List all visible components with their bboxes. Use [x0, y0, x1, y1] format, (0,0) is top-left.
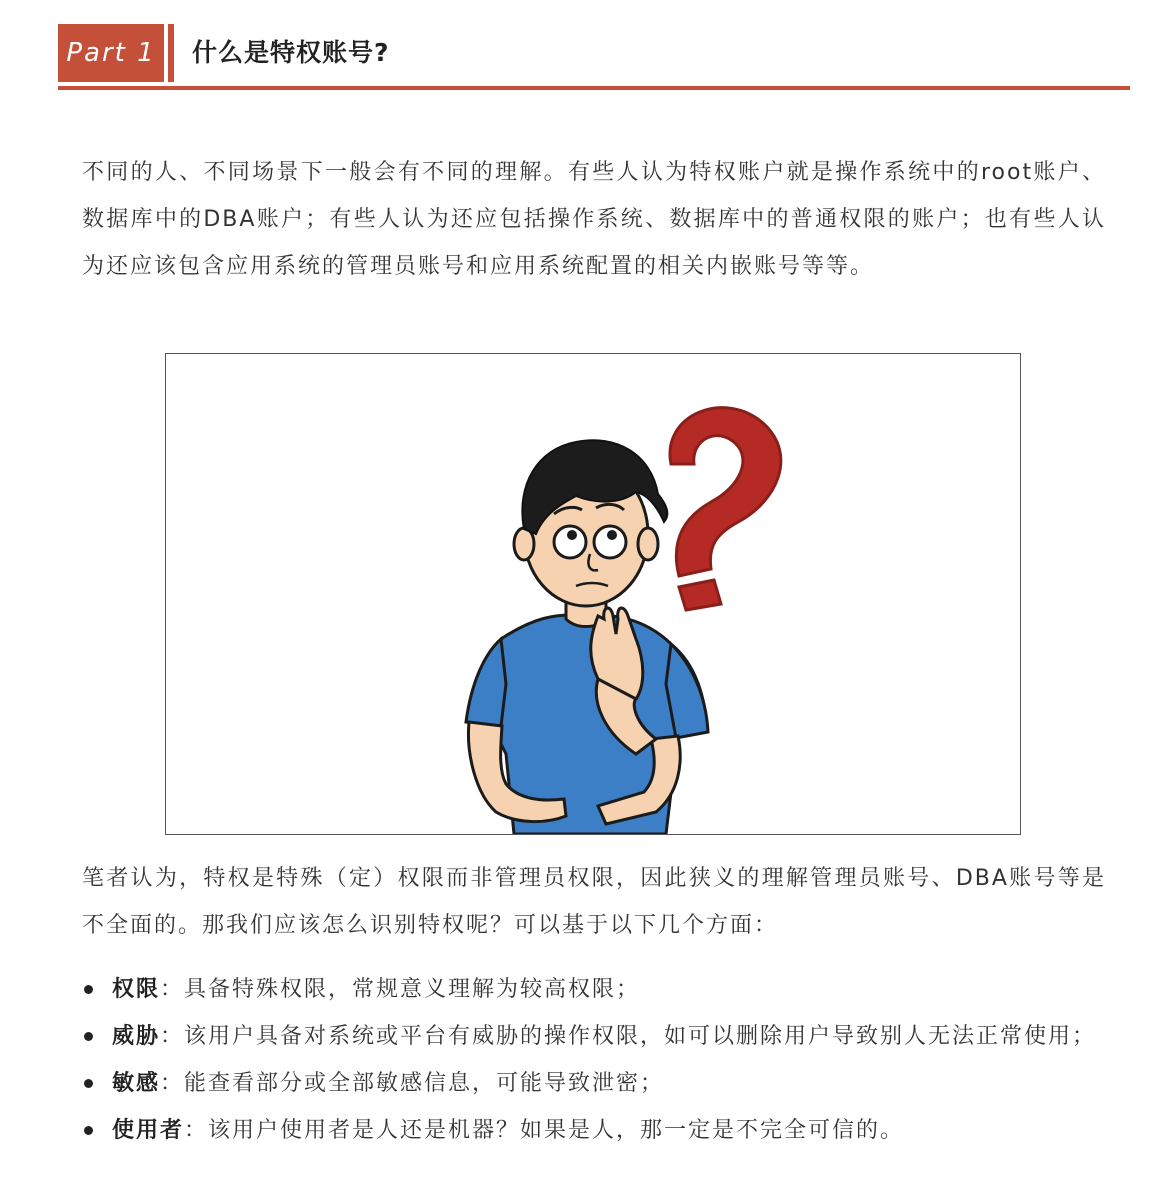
bullet-icon	[84, 1079, 93, 1088]
badge-divider-bar	[168, 24, 174, 82]
criteria-separator: ：	[160, 1071, 185, 1096]
intro-paragraph: 不同的人、不同场景下一般会有不同的理解。有些人认为特权账户就是操作系统中的root账户、数据库中的DBA账户；有些人认为还应包括操作系统、数据库中的普通权限的账户；也有些人认为还应该包含应用系统的管理员账号和应用系统配置的相关内嵌账号等等。	[82, 160, 1106, 279]
criteria-separator: ：	[184, 1118, 209, 1143]
illustration-figure	[165, 353, 1021, 835]
criteria-separator: ：	[160, 1024, 185, 1049]
criteria-term: 使用者	[112, 1118, 185, 1143]
criteria-separator: ：	[160, 977, 185, 1002]
criteria-term: 威胁	[112, 1024, 161, 1049]
criteria-description: 该用户使用者是人还是机器？如果是人，那一定是不完全可信的。	[208, 1118, 905, 1143]
bullet-icon	[84, 985, 93, 994]
list-item	[82, 1013, 1106, 1060]
section-header	[58, 24, 1130, 90]
criteria-term: 敏感	[112, 1071, 161, 1096]
criteria-description: 该用户具备对系统或平台有威胁的操作权限，如可以删除用户导致别人无法正常使用；	[184, 1024, 1097, 1049]
list-item	[82, 1107, 1106, 1154]
criteria-list	[82, 966, 1106, 1154]
person-head	[514, 440, 667, 606]
part-badge: Part 1	[58, 24, 164, 82]
bullet-icon	[84, 1126, 93, 1135]
question-mark-icon	[670, 408, 781, 610]
person-body	[466, 579, 708, 834]
section-title: 什么是特权账号?	[192, 38, 390, 67]
header-underline	[58, 86, 1130, 90]
criteria-description: 能查看部分或全部敏感信息，可能导致泄密；	[184, 1071, 665, 1096]
opinion-paragraph: 笔者认为，特权是特殊（定）权限而非管理员权限，因此狭义的理解管理员账号、DBA账号等是不全面的。那我们应该怎么识别特权呢？可以基于以下几个方面：	[82, 866, 1106, 938]
list-item	[82, 966, 1106, 1013]
confused-man-illustration	[166, 354, 1020, 834]
list-item	[82, 1060, 1106, 1107]
criteria-term: 权限	[112, 977, 161, 1002]
criteria-description: 具备特殊权限，常规意义理解为较高权限；	[184, 977, 641, 1002]
bullet-icon	[84, 1032, 93, 1041]
